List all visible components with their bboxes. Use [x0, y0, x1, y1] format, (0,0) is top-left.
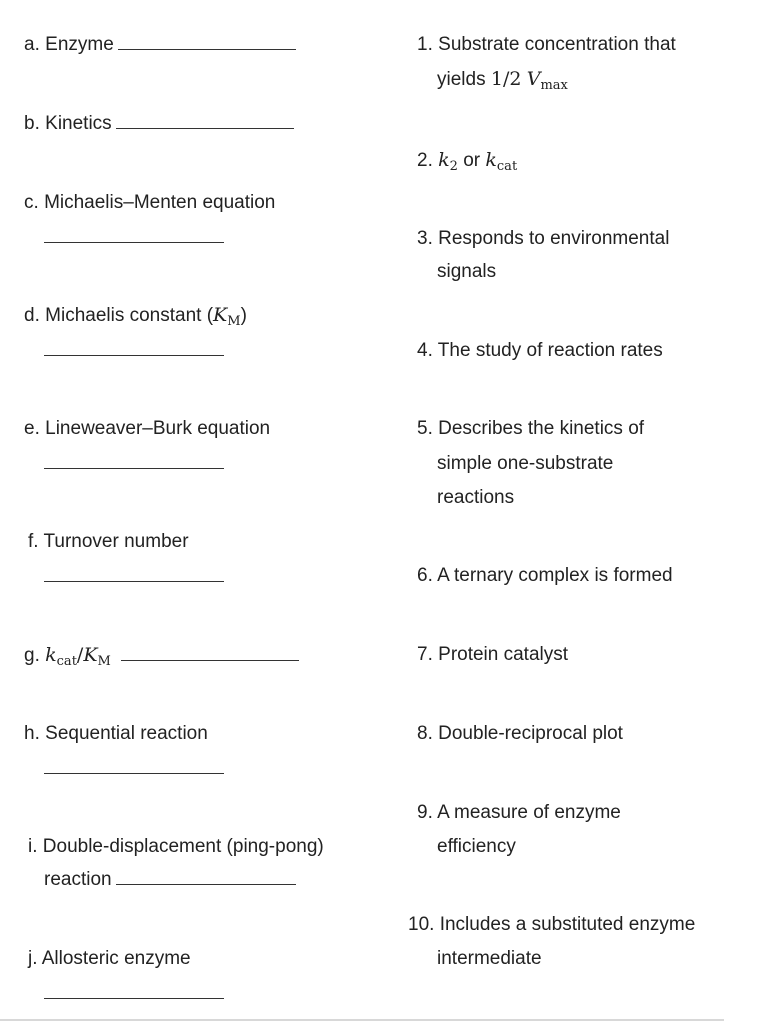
answer-blank-b[interactable]	[116, 127, 294, 129]
math-fraction: 1/2	[490, 68, 522, 90]
term-i	[28, 830, 324, 864]
answer-blank-e[interactable]	[44, 468, 224, 469]
term-label: reaction	[44, 869, 112, 890]
definition-5-continued	[437, 447, 613, 481]
definition-1	[417, 28, 676, 62]
term-f	[28, 525, 189, 559]
definition-text: Double-reciprocal plot	[438, 723, 623, 744]
definition-7	[417, 638, 568, 672]
term-label: Allosteric enzyme	[41, 948, 191, 969]
definition-10	[408, 908, 695, 942]
term-label: Double-displacement (ping-pong)	[42, 836, 324, 857]
math-var: k	[438, 149, 450, 171]
definition-text: Describes the kinetics of	[438, 418, 645, 439]
definition-number: 10.	[408, 914, 435, 935]
answer-blank-c[interactable]	[44, 242, 224, 243]
term-label-after: )	[240, 305, 247, 326]
math-slash: /	[76, 644, 84, 666]
math-sub: M	[227, 314, 241, 329]
definition-text: intermediate	[437, 948, 542, 969]
definition-number: 7.	[417, 644, 433, 665]
math-sub: max	[540, 78, 568, 93]
term-label: Lineweaver–Burk equation	[45, 418, 271, 439]
math-var: k	[45, 644, 57, 666]
term-letter: h.	[24, 723, 40, 744]
definition-number: 3.	[417, 228, 433, 249]
definition-1-continued	[437, 62, 568, 97]
answer-blank-j[interactable]	[44, 998, 224, 999]
math-sub: cat	[56, 654, 77, 669]
definition-text: The study of reaction rates	[437, 340, 663, 361]
definition-number: 6.	[417, 565, 433, 586]
term-label: Michaelis constant (	[45, 305, 214, 326]
definition-text: A measure of enzyme	[437, 802, 621, 823]
definition-9-continued	[437, 830, 516, 864]
definition-10-continued	[437, 942, 542, 976]
definition-number: 8.	[417, 723, 433, 744]
term-d	[24, 298, 247, 333]
term-c	[24, 186, 275, 220]
definition-text: efficiency	[437, 836, 516, 857]
term-letter: i.	[28, 836, 38, 857]
definition-5-continued-2	[437, 481, 514, 515]
definition-9	[417, 796, 621, 830]
answer-blank-i[interactable]	[116, 883, 296, 885]
definition-8	[417, 717, 623, 751]
term-j	[28, 942, 191, 976]
term-letter: b.	[24, 113, 40, 134]
definition-number: 4.	[417, 340, 433, 361]
definition-text: signals	[437, 261, 497, 282]
math-var: V	[526, 68, 541, 90]
definition-number: 2.	[417, 150, 433, 171]
term-label: Michaelis–Menten equation	[44, 192, 276, 213]
definition-text: A ternary complex is formed	[437, 565, 673, 586]
answer-blank-h[interactable]	[44, 773, 224, 774]
math-sub: cat	[496, 159, 518, 174]
definition-text: Protein catalyst	[438, 644, 569, 665]
term-label: Enzyme	[45, 34, 114, 55]
bottom-divider	[0, 1019, 724, 1021]
definition-text: Includes a substituted enzyme	[439, 914, 696, 935]
term-letter: f.	[28, 531, 39, 552]
math-sub: M	[97, 654, 111, 669]
term-label: Turnover number	[43, 531, 189, 552]
answer-blank-g[interactable]	[121, 659, 299, 661]
definition-text: simple one-substrate	[437, 453, 614, 474]
term-letter: c.	[24, 192, 39, 213]
definition-3	[417, 222, 669, 256]
term-letter: e.	[24, 418, 40, 439]
term-letter: d.	[24, 305, 40, 326]
answer-blank-d[interactable]	[44, 355, 224, 356]
definition-3-continued	[437, 255, 496, 289]
definition-number: 1.	[417, 34, 433, 55]
definition-text: Substrate concentration that	[438, 34, 676, 55]
definition-4	[417, 334, 663, 368]
term-letter: a.	[24, 34, 40, 55]
math-var: K	[213, 304, 228, 326]
answer-blank-a[interactable]	[118, 48, 296, 50]
definition-text: Responds to environmental	[438, 228, 670, 249]
term-e	[24, 412, 270, 446]
term-letter: j.	[28, 948, 38, 969]
definition-6	[417, 559, 673, 593]
term-letter: g.	[24, 645, 40, 666]
term-label: Sequential reaction	[45, 723, 208, 744]
definition-text: reactions	[437, 487, 515, 508]
math-var: K	[83, 644, 98, 666]
math-var: k	[485, 149, 497, 171]
answer-blank-f[interactable]	[44, 581, 224, 582]
definition-2	[417, 143, 517, 178]
term-label: Kinetics	[45, 113, 112, 134]
term-h	[24, 717, 208, 751]
term-i-continued	[44, 863, 296, 897]
definition-text: or	[457, 150, 486, 171]
definition-number: 5.	[417, 418, 433, 439]
definition-5	[417, 412, 644, 446]
definition-number: 9.	[417, 802, 433, 823]
definition-text: yields	[437, 69, 491, 90]
term-b	[24, 107, 294, 141]
term-g	[24, 638, 299, 673]
math-sub: 2	[449, 159, 458, 174]
term-a	[24, 28, 296, 62]
